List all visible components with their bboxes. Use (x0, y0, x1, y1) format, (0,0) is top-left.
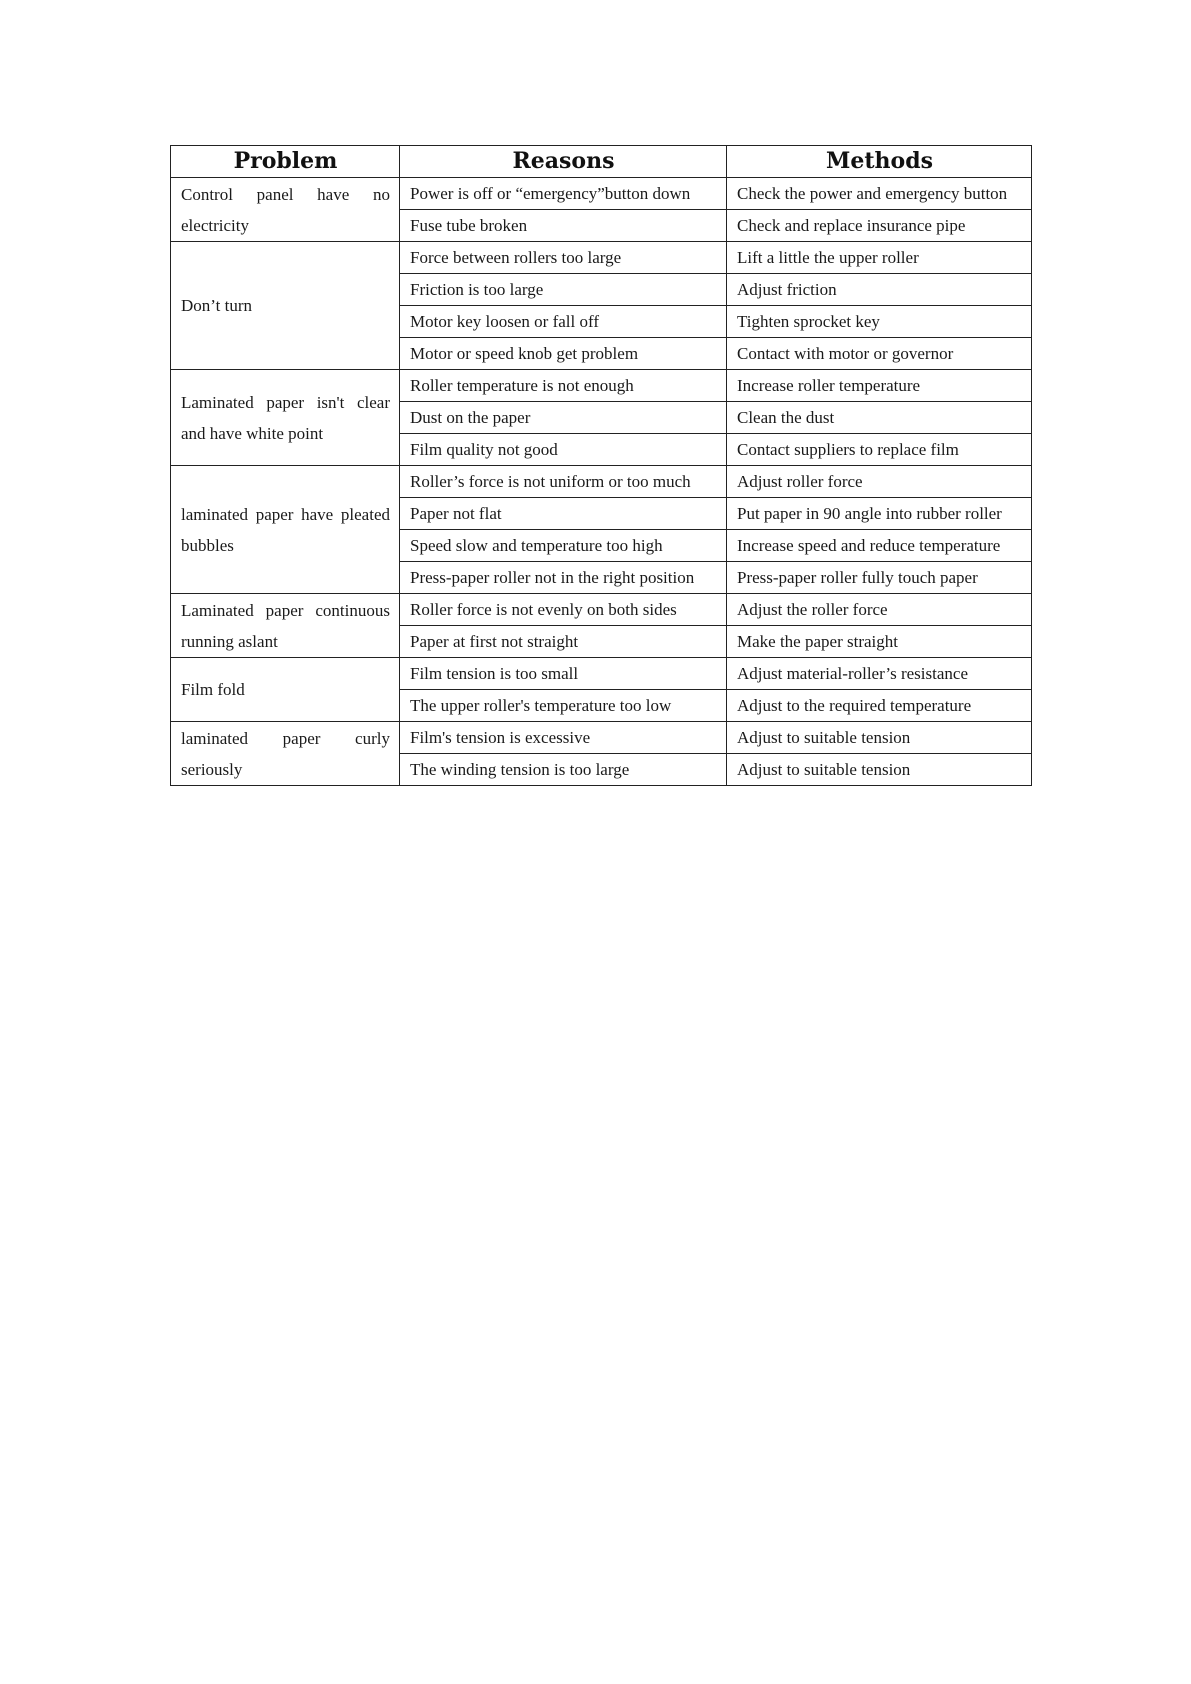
table-row (171, 466, 1032, 498)
problem-cell: laminated paper curly seriously (171, 722, 400, 786)
reason-cell: The winding tension is too large (400, 754, 727, 786)
method-cell: Contact suppliers to replace film (727, 434, 1032, 466)
method-cell: Adjust the roller force (727, 594, 1032, 626)
method-cell: Check and replace insurance pipe (727, 210, 1032, 242)
reason-cell: Paper at first not straight (400, 626, 727, 658)
problem-cell: Don’t turn (171, 242, 400, 370)
problem-cell: Film fold (171, 658, 400, 722)
method-cell: Tighten sprocket key (727, 306, 1032, 338)
table-row (171, 178, 1032, 210)
reason-cell: Force between rollers too large (400, 242, 727, 274)
method-cell: Put paper in 90 angle into rubber roller (727, 498, 1032, 530)
header-row (171, 146, 1032, 178)
problem-cell: Control panel have no electricity (171, 178, 400, 242)
troubleshooting-table (170, 145, 1032, 786)
reason-cell: Dust on the paper (400, 402, 727, 434)
table-row (171, 242, 1032, 274)
reason-cell: Roller force is not evenly on both sides (400, 594, 727, 626)
reason-cell: Film's tension is excessive (400, 722, 727, 754)
reason-cell: Film tension is too small (400, 658, 727, 690)
reason-cell: Paper not flat (400, 498, 727, 530)
method-cell: Contact with motor or governor (727, 338, 1032, 370)
method-cell: Increase speed and reduce temperature (727, 530, 1032, 562)
method-cell: Press-paper roller fully touch paper (727, 562, 1032, 594)
method-cell: Lift a little the upper roller (727, 242, 1032, 274)
reason-cell: Friction is too large (400, 274, 727, 306)
method-cell: Adjust roller force (727, 466, 1032, 498)
table-row (171, 594, 1032, 626)
method-cell: Check the power and emergency button (727, 178, 1032, 210)
reason-cell: The upper roller's temperature too low (400, 690, 727, 722)
problem-cell: Laminated paper isn't clear and have white point (171, 370, 400, 466)
reason-cell: Fuse tube broken (400, 210, 727, 242)
reason-cell: Motor or speed knob get problem (400, 338, 727, 370)
table-header (171, 146, 1032, 178)
method-cell: Adjust to the required temperature (727, 690, 1032, 722)
problem-cell: laminated paper have pleated bubbles (171, 466, 400, 594)
reason-cell: Power is off or “emergency”button down (400, 178, 727, 210)
method-cell: Clean the dust (727, 402, 1032, 434)
table-row (171, 658, 1032, 690)
table-body (171, 178, 1032, 786)
reason-cell: Roller temperature is not enough (400, 370, 727, 402)
method-cell: Make the paper straight (727, 626, 1032, 658)
reason-cell: Motor key loosen or fall off (400, 306, 727, 338)
table-row (171, 722, 1032, 754)
reason-cell: Press-paper roller not in the right position (400, 562, 727, 594)
method-cell: Adjust to suitable tension (727, 754, 1032, 786)
reason-cell: Speed slow and temperature too high (400, 530, 727, 562)
header-reasons: Reasons (400, 146, 727, 178)
method-cell: Increase roller temperature (727, 370, 1032, 402)
method-cell: Adjust friction (727, 274, 1032, 306)
reason-cell: Roller’s force is not uniform or too much (400, 466, 727, 498)
problem-cell: Laminated paper continuous running aslant (171, 594, 400, 658)
table-row (171, 370, 1032, 402)
header-methods: Methods (727, 146, 1032, 178)
reason-cell: Film quality not good (400, 434, 727, 466)
method-cell: Adjust to suitable tension (727, 722, 1032, 754)
method-cell: Adjust material-roller’s resistance (727, 658, 1032, 690)
header-problem: Problem (171, 146, 400, 178)
